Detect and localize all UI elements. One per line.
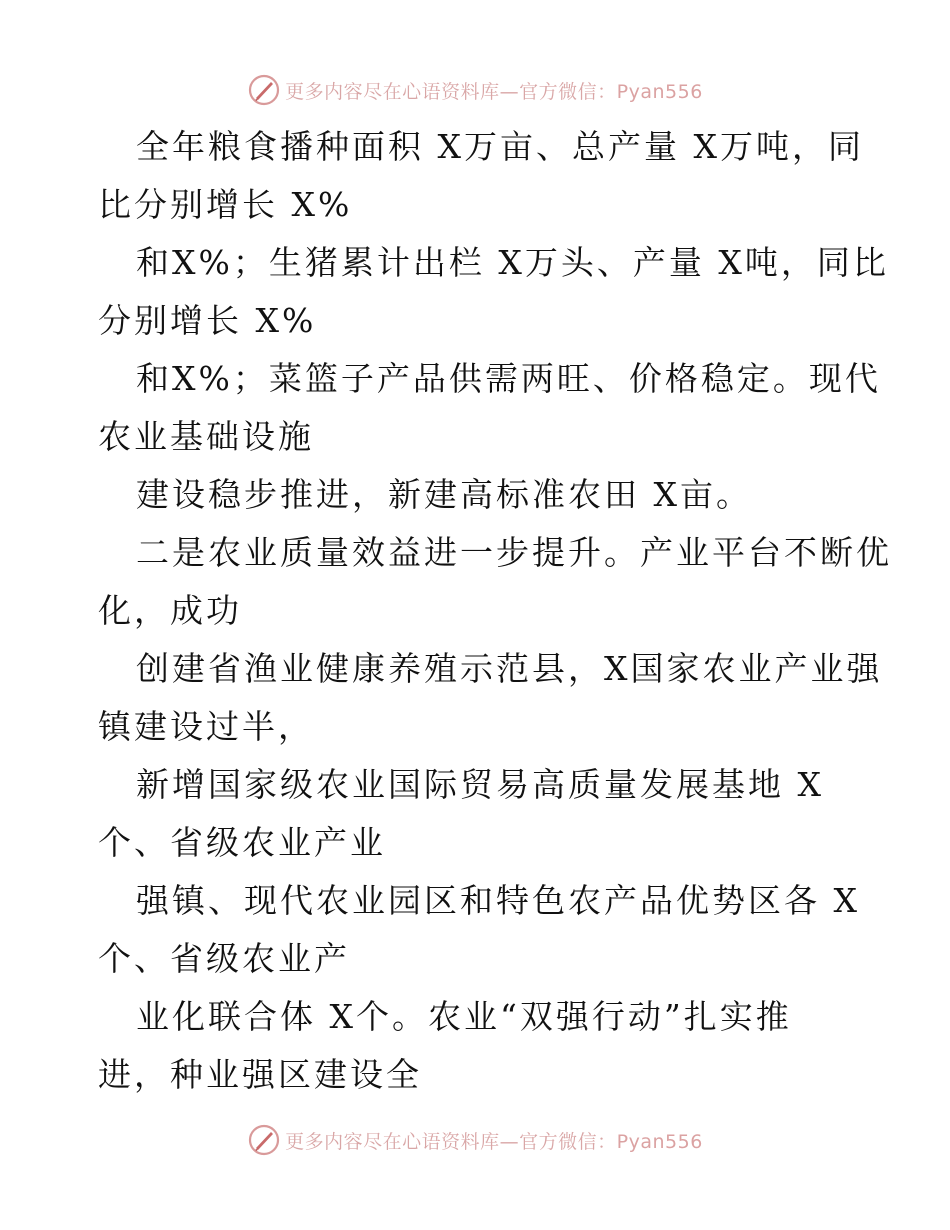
text-line: 农业基础设施 [98, 417, 314, 456]
footer-watermark [0, 1120, 950, 1160]
text-line: 建设稳步推进，新建高标准农田 X亩。 [136, 475, 752, 514]
text-line: 新增国家级农业国际贸易高质量发展基地 X [136, 765, 824, 804]
text-line: 个、省级农业产业 [98, 823, 386, 862]
text-line: 进，种业强区建设全 [98, 1055, 422, 1094]
text-line: 分别增长 X% [98, 301, 317, 340]
wechat-id: Pyan556 [616, 1130, 703, 1153]
text-line: 业化联合体 X个。农业“双强行动”扎实推 [136, 997, 792, 1036]
text-line: 和X%；菜篮子产品供需两旺、价格稳定。现代 [136, 359, 881, 398]
text-line: 创建省渔业健康养殖示范县，X国家农业产业强 [136, 649, 883, 688]
header-watermark [0, 70, 950, 110]
document-body [98, 118, 892, 1104]
text-line: 镇建设过半， [98, 707, 314, 746]
quill-pen-logo-icon [247, 73, 281, 107]
text-line: 化，成功 [98, 591, 242, 630]
text-line: 比分别增长 X% [98, 185, 353, 224]
text-line: 个、省级农业产 [98, 939, 350, 978]
text-line: 强镇、现代农业园区和特色农产品优势区各 X [136, 881, 860, 920]
watermark-text: 更多内容尽在心语资料库—官方微信：Pyan556 [285, 1130, 703, 1153]
quill-pen-logo-icon [247, 1123, 281, 1157]
text-line: 二是农业质量效益进一步提升。产业平台不断优 [136, 533, 892, 572]
watermark-text: 更多内容尽在心语资料库—官方微信：Pyan556 [285, 80, 703, 103]
text-line: 和X%；生猪累计出栏 X万头、产量 X吨，同比 [136, 243, 889, 282]
wechat-id: Pyan556 [616, 80, 703, 103]
text-line: 全年粮食播种面积 X万亩、总产量 X万吨，同 [136, 127, 864, 166]
